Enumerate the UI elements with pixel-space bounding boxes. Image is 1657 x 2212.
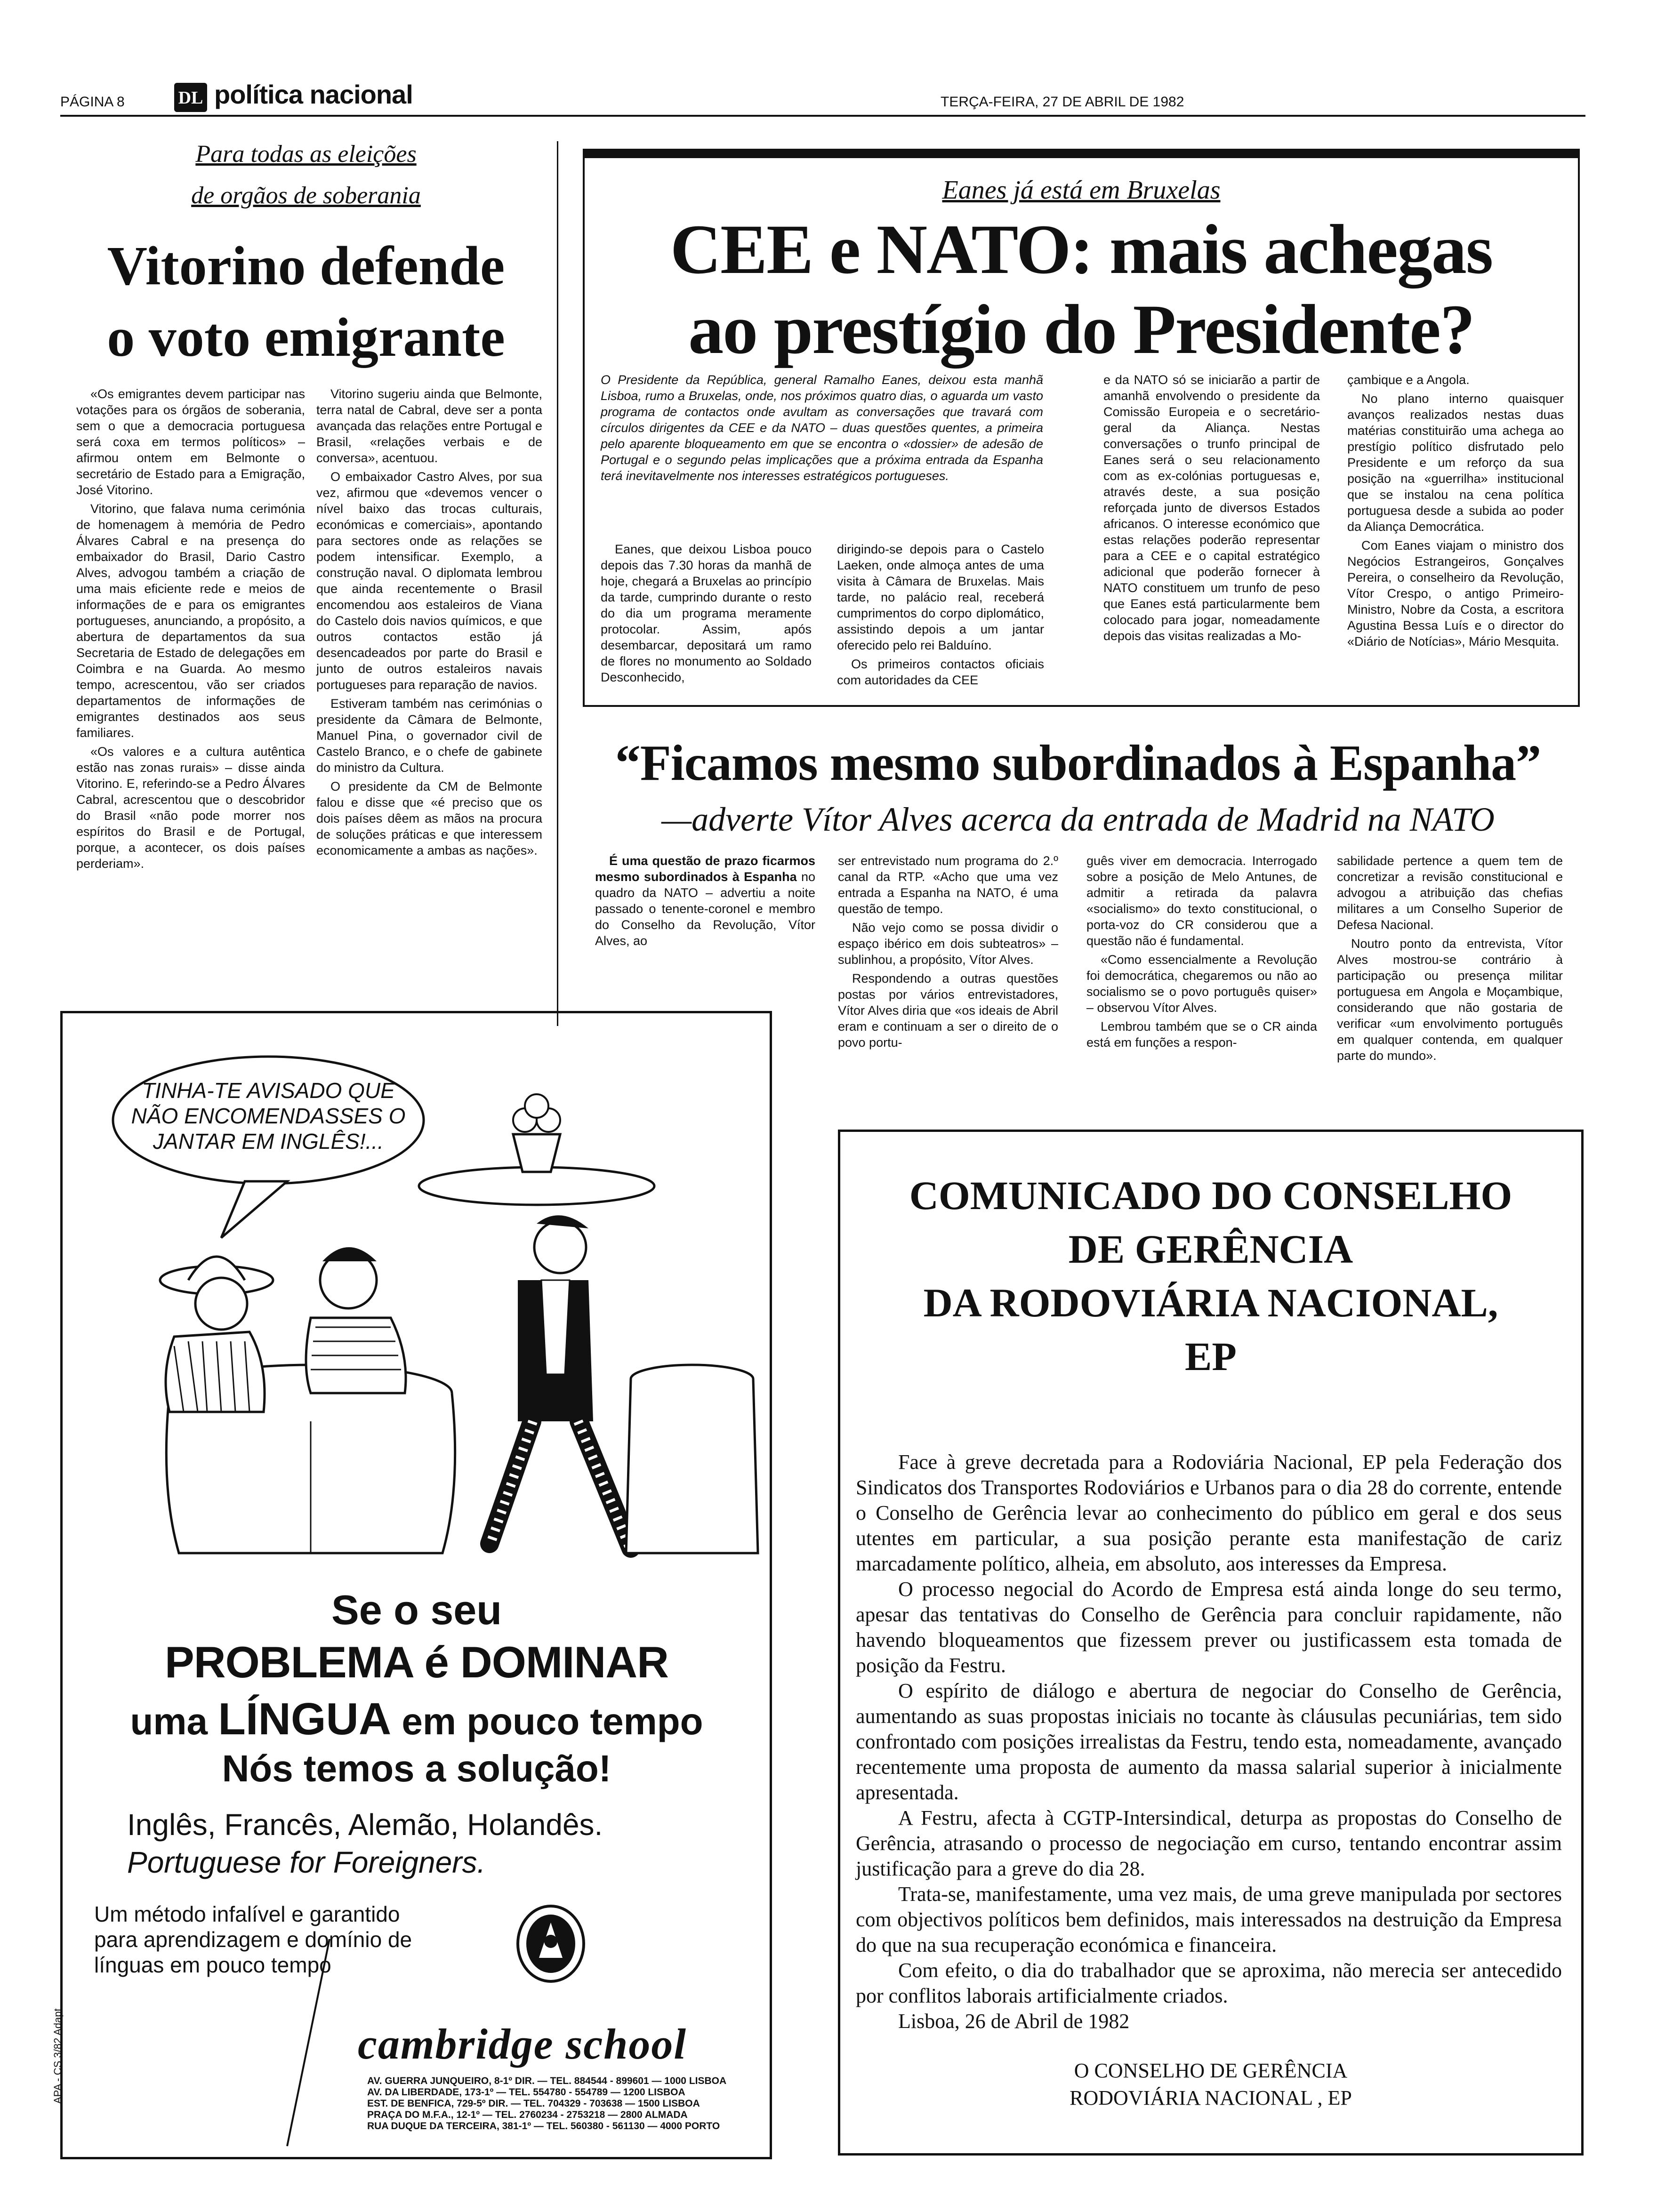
comunicado-p4: A Festru, afecta à CGTP-Intersindical, deturpa as propostas do Conselho de Gerência, atrasando o processo de negociação em curso, tentando encontrar assim justificação para a greve do dia 28. (856, 1806, 1562, 1880)
cee-column-3 (1103, 372, 1320, 647)
espanha-title: “Ficamos mesmo subordinados à Espanha” (615, 735, 1541, 791)
speech-line-3: JANTAR EM INGLÊS!... (153, 1129, 384, 1154)
vitorino-title-2: o voto emigrante (107, 306, 505, 368)
espanha-column-1 (595, 853, 815, 952)
vitorino-c2-p3: Estiveram também nas cerimónias o presidente da Câmara de Belmonte, Manuel Pina, o governador civil de Castelo Branco, e o chefe de gabinete do ministro da Cultura. (316, 697, 542, 775)
espanha-c1-rest: no quadro da NATO – advertiu a noite passado o tenente-coronel e membro do Conselho da Revolução, Vítor Alves, ao (595, 870, 815, 948)
address-5: RUA DUQUE DA TERCEIRA, 381-1º — TEL. 560380 - 561130 — 4000 PORTO (367, 2121, 720, 2132)
espanha-c4-p2: Noutro ponto da entrevista, Vítor Alves mostrou-se contrário à participação ou presença militar portuguesa em Angola e Moçambique, considerando que não gostaria de verificar «um envolvimento português em qualquer contenda, em qualquer parte do mundo». (1337, 937, 1563, 1063)
comunicado-title-1: COMUNICADO DO CONSELHO (909, 1173, 1512, 1218)
ad-side-code: APA - CS 3/82 Adapt (52, 2008, 64, 2104)
vitorino-c1-p2: Vitorino, que falava numa cerimónia de homenagem à memória de Pedro Álvares Cabral e na presença do embaixador do Brasil, Dario Castro Alves, advogou também a criação de uma mais eficiente rede e meios de informações de e para os emigrantes portugueses, anunciando, a propósito, a abertura de departamentos da sua Secretaria de Estado de delegações em Coimbra e na Guarda. Ao mesmo tempo, acrescentou, vão ser criados departamentos de informações de emigrantes destinados aos seus familiares. (76, 502, 305, 740)
espanha-c3-p1: guês viver em democracia. Interrogado sobre a posição de Melo Antunes, de admitir a retirada da palavra «socialismo» do texto constitucional, o porta-voz do CR considerou que a questão não é fundamental. (1086, 854, 1317, 948)
cambridge-brand: cambridge school (358, 2020, 687, 2068)
vitorino-c1-p3: «Os valores e a cultura autêntica estão nas zonas rurais» – disse ainda Vitorino. E, referindo-se a Pedro Álvares Cabral, acrescentou que o descobridor do Brasil «não pode morrer nos espíritos do Brasil e de Portugal, porque, a acontecer, os dois países perderiam». (76, 745, 305, 871)
ad-languages: Inglês, Francês, Alemão, Holandês. (127, 1808, 603, 1842)
cambridge-crest-icon (513, 1901, 588, 1986)
espanha-c2-p2: Não vejo como se possa dividir o espaço ibérico em dois subteatros» – sublinhou, a propósito, Vítor Alves. (838, 921, 1058, 967)
espanha-c2-p1: ser entrevistado num programa do 2.º canal da RTP. «Acho que uma vez entrada a Espanha na NATO, é uma questão de tempo. (838, 854, 1058, 916)
espanha-c1-bold: É uma questão de prazo ficarmos mesmo subordinados à Espanha (595, 854, 815, 884)
comunicado-title-3: DA RODOVIÁRIA NACIONAL, (923, 1280, 1498, 1325)
espanha-subtitle: —adverte Vítor Alves acerca da entrada de Madrid na NATO (661, 801, 1495, 838)
cee-c4-p2: No plano interno quaisquer avanços realizados nestas duas matérias constituirão uma achega ao prestígio político disfrutado pelo Presidente e um reforço da sua posição na «guerrilha» institucional que se instalou na cena política portuguesa desde a subida ao poder da Aliança Democrática. (1347, 392, 1564, 534)
comunicado-title-2: DE GERÊNCIA (1068, 1226, 1353, 1272)
cee-c2-p2: Os primeiros contactos oficiais com autoridades da CEE (837, 657, 1044, 687)
speech-line-2: NÃO ENCOMENDASSES O (131, 1104, 406, 1128)
comunicado-p2: O processo negocial do Acordo de Empresa está ainda longe do seu termo, apesar das tentativas do Conselho de Gerência para concluir rapidamente, não havendo bloqueamentos que fizessem prever ou justificassem esta tomada de posição da Festru. (856, 1578, 1562, 1677)
svg-text:DL: DL (178, 88, 203, 108)
newspaper-logo-icon (174, 83, 207, 112)
ad-headline-3b: LÍNGUA (218, 1694, 392, 1744)
cee-column-2 (837, 541, 1044, 691)
ad-headline-3c: em pouco tempo (391, 1700, 703, 1742)
ad-method-1: Um método infalível e garantido (94, 1902, 400, 1926)
section-logo (174, 83, 207, 112)
espanha-c3-p3: Lembrou também que se o CR ainda está em funções a respon- (1086, 1019, 1317, 1050)
woman-figure (160, 1257, 273, 1412)
comunicado-body (856, 1450, 1562, 2034)
vitorino-c2-p4: O presidente da CM de Belmonte falou e disse que «é preciso que os dois países dêem as mãos na procura de soluções práticas e que interessem economicamente a ambas as nações». (316, 779, 542, 858)
cee-c3-p1: e da NATO só se iniciarão a partir de amanhã envolvendo o presidente da Comissão Europeia e o secretário-geral da Aliança. Nestas conversações o trunfo principal de Eanes será o seu relacionamento com as ex-colónias portuguesas e, através deste, a sua posição reforçada junto de diversos Estados africanos. O interesse económico que estas relações poderão representar para a CEE e o capital estratégico adicional que poderão fornecer à NATO constituem um trunfo de peso que Eanes está particularmente bem colocado para jogar, nomeadamente depois das visitas realizadas a Mo- (1103, 373, 1320, 643)
vitorino-title-1: Vitorino defende (107, 235, 505, 297)
espanha-c2-p3: Respondendo a outras questões postas por vários entrevistadores, Vítor Alves diria que «os ideais de Abril eram e continuam a ser o direito de o povo portu- (838, 971, 1058, 1050)
vitorino-kicker-1: Para todas as eleições (195, 141, 417, 168)
cee-c4-p1: çambique e a Angola. (1347, 373, 1470, 387)
ad-headline-4: Nós temos a solução! (222, 1747, 611, 1789)
comunicado-p1: Face à greve decretada para a Rodoviária Nacional, EP pela Federação dos Sindicatos dos Transportes Rodoviários e Urbanos para o dia 28 do corrente, entende o Conselho de Gerência levar ao conhecimento do público em geral e dos seus utentes em particular, a sua posição perante esta manifestação de cariz marcadamente político, alheia, em absoluto, aos interesses da Empresa. (856, 1451, 1562, 1575)
vitorino-column-1 (76, 386, 305, 874)
espanha-column-3 (1086, 853, 1317, 1053)
ad-headline-1: Se o seu (331, 1587, 502, 1633)
espanha-column-2 (838, 853, 1058, 1053)
ad-headline-2: PROBLEMA é DOMINAR (165, 1637, 668, 1687)
cee-kicker: Eanes já está em Bruxelas (942, 176, 1221, 205)
vitorino-kicker-2: de orgãos de soberania (191, 182, 421, 209)
vitorino-c2-p1: Vitorino sugeriu ainda que Belmonte, terra natal de Cabral, deve ser a ponta avançada das relações entre Portugal e Brasil, «relações verbais e de conversa», acentuou. (316, 387, 542, 465)
section-title: política nacional (214, 80, 413, 109)
cee-column-4 (1347, 372, 1564, 652)
address-1: AV. GUERRA JUNQUEIRO, 8-1º DIR. — TEL. 884544 - 899601 — 1000 LISBOA (367, 2076, 727, 2086)
address-2: AV. DA LIBERDADE, 173-1º — TEL. 554780 - 554789 — 1200 LISBOA (367, 2087, 685, 2098)
comunicado-place-date: Lisboa, 26 de Abril de 1982 (898, 2010, 1130, 2033)
man-figure (306, 1247, 406, 1393)
column-divider-left (557, 141, 558, 1026)
vitorino-c2-p2: O embaixador Castro Alves, por sua vez, afirmou que «devemos vencer o nível baixo das trocas culturais, económicas e comerciais», apontando para sectores onde as relações se podem intensificar. Exemplo, a construção naval. O diplomata lembrou que ainda recentemente o Brasil encomendou aos estaleiros de Viana do Castelo dois navios químicos, e que outros contactos estão já desencadeados por parte do Brasil e junto de outros estaleiros navais portugueses para reparação de navios. (316, 470, 542, 692)
vitorino-column-2 (316, 386, 542, 861)
comunicado-title-4: EP (1185, 1334, 1237, 1379)
ad-method-3: línguas em pouco tempo (94, 1953, 331, 1977)
cee-column-1 (601, 541, 812, 688)
page-date: TERÇA-FEIRA, 27 DE ABRIL DE 1982 (941, 94, 1184, 110)
cee-title-2: ao prestígio do Presidente? (688, 290, 1474, 369)
comunicado-p3: O espírito de diálogo e abertura de negociar do Conselho de Gerência, aumentando as suas propostas iniciais no tocante às cláusulas pecuniárias, tem sido confrontado com posições irrealistas da Festru, tendo esta, nomeadamente, avançado recentemente uma proposta de aumento da massa salarial superior à inicialmente apresentada. (856, 1679, 1562, 1804)
comunicado-signature-1: O CONSELHO DE GERÊNCIA (1074, 2059, 1348, 2082)
comunicado-signature-2: RODOVIÁRIA NACIONAL , EP (1070, 2086, 1352, 2109)
cee-title-1: CEE e NATO: mais achegas (670, 210, 1493, 289)
speech-line-1: TINHA-TE AVISADO QUE (142, 1078, 395, 1103)
espanha-c3-p2: «Como essencialmente a Revolução foi democrática, chegaremos ou não ao socialismo se o povo português quiser» – observou Vítor Alves. (1086, 953, 1317, 1015)
vitorino-c1-p1: «Os emigrantes devem participar nas votações para os órgãos de soberania, sem o que a democracia portuguesa será coxa em termos políticos» – afirmou ontem em Belmonte o secretário de Estado para a Emigração, José Vitorino. (76, 387, 305, 497)
espanha-c4-p1: sabilidade pertence a quem tem de concretizar a revisão constitucional e advogou a atribuição das chefias militares a um Conselho Superior de Defesa Nacional. (1337, 854, 1563, 932)
ad-divider-swoosh (282, 1939, 334, 2151)
cee-c1-p1: Eanes, que deixou Lisboa pouco depois das 7.30 horas da manhã de hoje, chegará a Bruxelas ao princípio da tarde, cumprindo durante o resto do dia um programa meramente protocolar. Assim, após desembarcar, depositará um ramo de flores no monumento ao Soldado Desconhecido, (601, 542, 812, 684)
ad-headline-3 (66, 1693, 767, 1745)
comunicado-p6: Com efeito, o dia do trabalhador que se aproxima, não merecia ser antecedido por conflitos laborais artificialmente criados. (856, 1959, 1562, 2007)
page-number: PÁGINA 8 (60, 94, 125, 110)
header-rule (60, 115, 1585, 117)
comunicado-p5: Trata-se, manifestamente, uma vez mais, de uma greve manipulada por sectores com objectivos políticos bem definidos, mais interessados na destruição da Empresa do que na sua recuperação económica e financeira. (856, 1883, 1562, 1956)
ad-method-2: para aprendizagem e domínio de (94, 1927, 412, 1952)
ad-headline-3a: uma (130, 1700, 218, 1742)
ad-addresses (367, 2076, 726, 2132)
address-4: PRAÇA DO M.F.A., 12-1º — TEL. 2760234 - 2753218 — 2800 ALMADA (367, 2109, 688, 2120)
espanha-column-4 (1337, 853, 1563, 1066)
espanha-c1-p1 (595, 853, 815, 949)
ad-foreigners: Portuguese for Foreigners. (127, 1845, 486, 1879)
cee-lead: O Presidente da República, general Ramalho Eanes, deixou esta manhã Lisboa, rumo a Bruxelas, onde, nos próximos quatro dias, o aguarda um vasto programa de contactos onde avultam as conversações que travará com círculos dirigentes da CEE e da NATO – duas questões quentes, a primeira pelo aparente bloqueamento em que se encontra o «dossier» de adesão de Portugal e o segundo pelas implicações que a próxima entrada da Espanha terá inevitavelmente nos interesses estratégicos portugueses. (601, 373, 1043, 483)
cee-c2-p1: dirigindo-se depois para o Castelo Laeken, onde almoça antes de uma visita à Câmara de Bruxelas. Mais tarde, no palácio real, receberá cumprimentos do corpo diplomático, assistindo depois a um jantar oferecido pelo rei Balduíno. (837, 542, 1044, 652)
address-3: EST. DE BENFICA, 729-5º DIR. — TEL. 704329 - 703638 — 1500 LISBOA (367, 2098, 700, 2109)
cee-c4-p3: Com Eanes viajam o ministro dos Negócios Estrangeiros, Gonçalves Pereira, o conselheiro da Revolução, Vítor Crespo, o antigo Primeiro-Ministro, Nobre da Costa, a escritora Agustina Bessa Luís e o director do «Diário de Notícias», Mário Mesquita. (1347, 538, 1564, 649)
